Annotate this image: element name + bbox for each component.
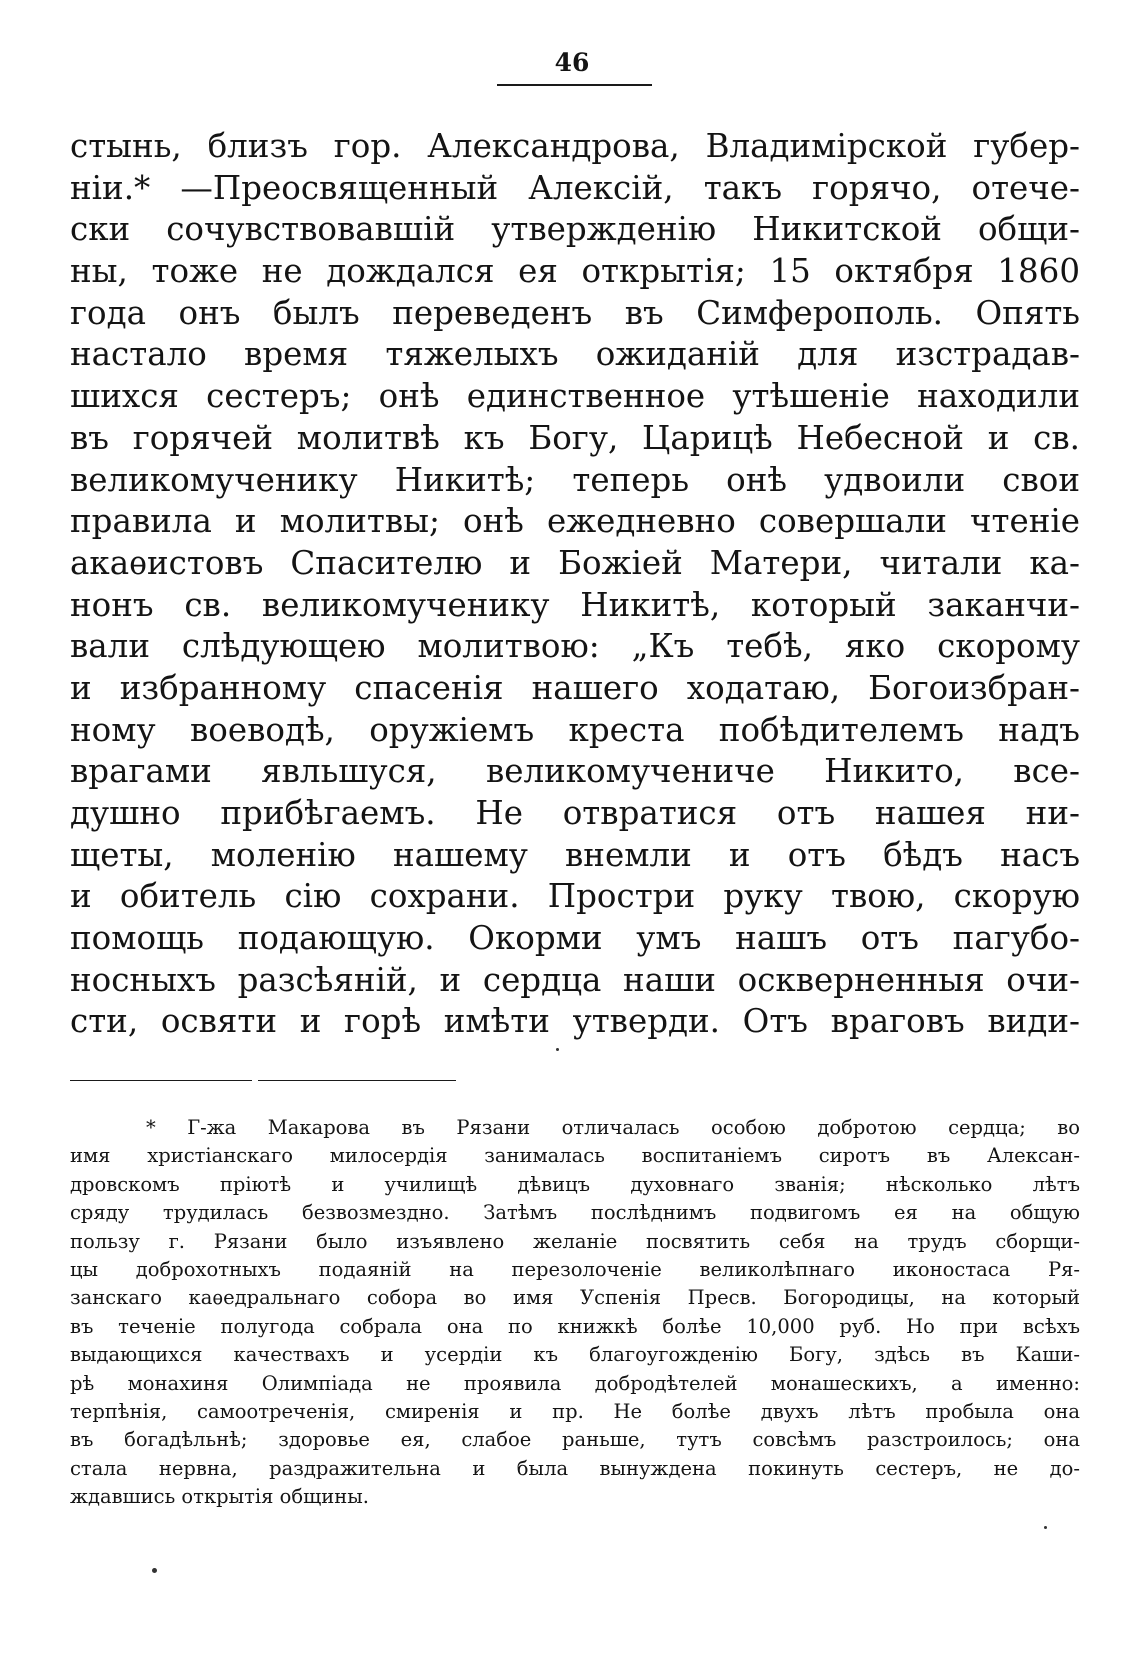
footnote-separator: [258, 1080, 456, 1081]
print-speck: [152, 1568, 157, 1573]
footnote-line: въ богадѣльнѣ; здоровье ея, слабое раньше, тутъ совсѣмъ разстроилось; она: [70, 1428, 1080, 1452]
main-text-line: щеты, моленію нашему внемли и отъ бѣдъ насъ: [70, 835, 1080, 874]
footnote-line: сряду трудилась безвозмездно. Затѣмъ послѣднимъ подвигомъ ея на общую: [70, 1201, 1080, 1225]
footnote-line: въ теченіе полугода собрала она по книжкѣ болѣе 10,000 руб. Но при всѣхъ: [70, 1314, 1080, 1338]
footnote-separator: [70, 1080, 252, 1081]
footnote: [70, 1114, 1080, 1511]
main-text-line: акаѳистовъ Спасителю и Божіей Матери, читали ка-: [70, 543, 1080, 582]
footnote-line: занскаго каѳедральнаго собора во имя Успенія Пресв. Богородицы, на который: [70, 1286, 1080, 1310]
footnote-line: пользу г. Рязани было изъявлено желаніе посвятить себя на трудъ сборщи-: [70, 1229, 1080, 1253]
main-text-line: ны, тоже не дождался ея открытія; 15 октября 1860: [70, 252, 1080, 291]
main-text-line: правила и молитвы; онѣ ежедневно совершали чтеніе: [70, 502, 1080, 541]
footnote-line: * Г-жа Макарова въ Рязани отличалась особою добротою сердца; во: [146, 1116, 1080, 1139]
main-text-line: помощь подающую. Окорми умъ нашъ отъ пагубо-: [70, 919, 1080, 958]
footnote-line: терпѣнія, самоотреченія, смиренія и пр. Не болѣе двухъ лѣтъ пробыла она: [70, 1399, 1080, 1423]
footnote-line: рѣ монахиня Олимпіада не проявила добродѣтелей монашескихъ, а именно:: [70, 1371, 1080, 1395]
footnote-line: выдающихся качествахъ и усердіи къ благоугожденію Богу, здѣсь въ Каши-: [70, 1343, 1080, 1367]
page-number-rule: [497, 84, 652, 86]
main-text-line: нонъ св. великомученику Никитѣ, который заканчи-: [70, 585, 1080, 624]
footnote-line: имя христіанскаго милосердія занималась воспитаніемъ сиротъ въ Алексан-: [70, 1144, 1080, 1168]
main-text-line: года онъ былъ переведенъ въ Симферополь. Опять: [70, 293, 1080, 332]
print-speck: [556, 1048, 559, 1051]
footnote-line: стала нервна, раздражительна и была вынуждена покинуть сестеръ, не до-: [70, 1456, 1080, 1480]
main-text: [70, 126, 1080, 1043]
main-text-line: и обитель сію сохрани. Простри руку твою, скорую: [70, 877, 1080, 916]
main-text-line: ніи.* —Преосвященный Алексій, такъ горячо, отече-: [70, 168, 1080, 207]
footnote-line: цы доброхотныхъ подаяній на перезолоченіе великолѣпнаго иконостаса Ря-: [70, 1257, 1080, 1281]
main-text-line: врагами явльшуся, великомучениче Никито, все-: [70, 752, 1080, 791]
footnote-line: ждавшись открытія общины.: [70, 1485, 369, 1509]
main-text-line: и избранному спасенія нашего ходатаю, Богоизбран-: [70, 668, 1080, 707]
main-text-line: стынь, близъ гор. Александрова, Владимірской губер-: [70, 127, 1080, 165]
main-text-line: ному воеводѣ, оружіемъ креста побѣдителемъ надъ: [70, 710, 1080, 749]
print-speck: [1044, 1526, 1047, 1529]
footnote-line: дровскомъ пріютѣ и училищѣ дѣвицъ духовнаго званія; нѣсколько лѣтъ: [70, 1172, 1080, 1196]
main-text-line: душно прибѣгаемъ. Не отвратися отъ нашея ни-: [70, 794, 1080, 832]
main-text-line: настало время тяжелыхъ ожиданій для изстрадав-: [70, 335, 1080, 374]
main-text-line: сти, освяти и горѣ имѣти утверди. Отъ враговъ види-: [70, 1002, 1080, 1041]
page-number: 46: [554, 48, 590, 77]
main-text-line: великомученику Никитѣ; теперь онѣ удвоили свои: [70, 460, 1080, 499]
main-text-line: ски сочувствовавшій утвержденію Никитской общи-: [70, 210, 1080, 249]
main-text-line: шихся сестеръ; онѣ единственное утѣшеніе находили: [70, 377, 1080, 416]
main-text-line: вали слѣдующею молитвою: „Къ тебѣ, яко скорому: [70, 627, 1080, 666]
main-text-line: въ горячей молитвѣ къ Богу, Царицѣ Небесной и св.: [70, 418, 1080, 457]
main-text-line: носныхъ разсѣяній, и сердца наши оскверненныя очи-: [70, 960, 1080, 999]
